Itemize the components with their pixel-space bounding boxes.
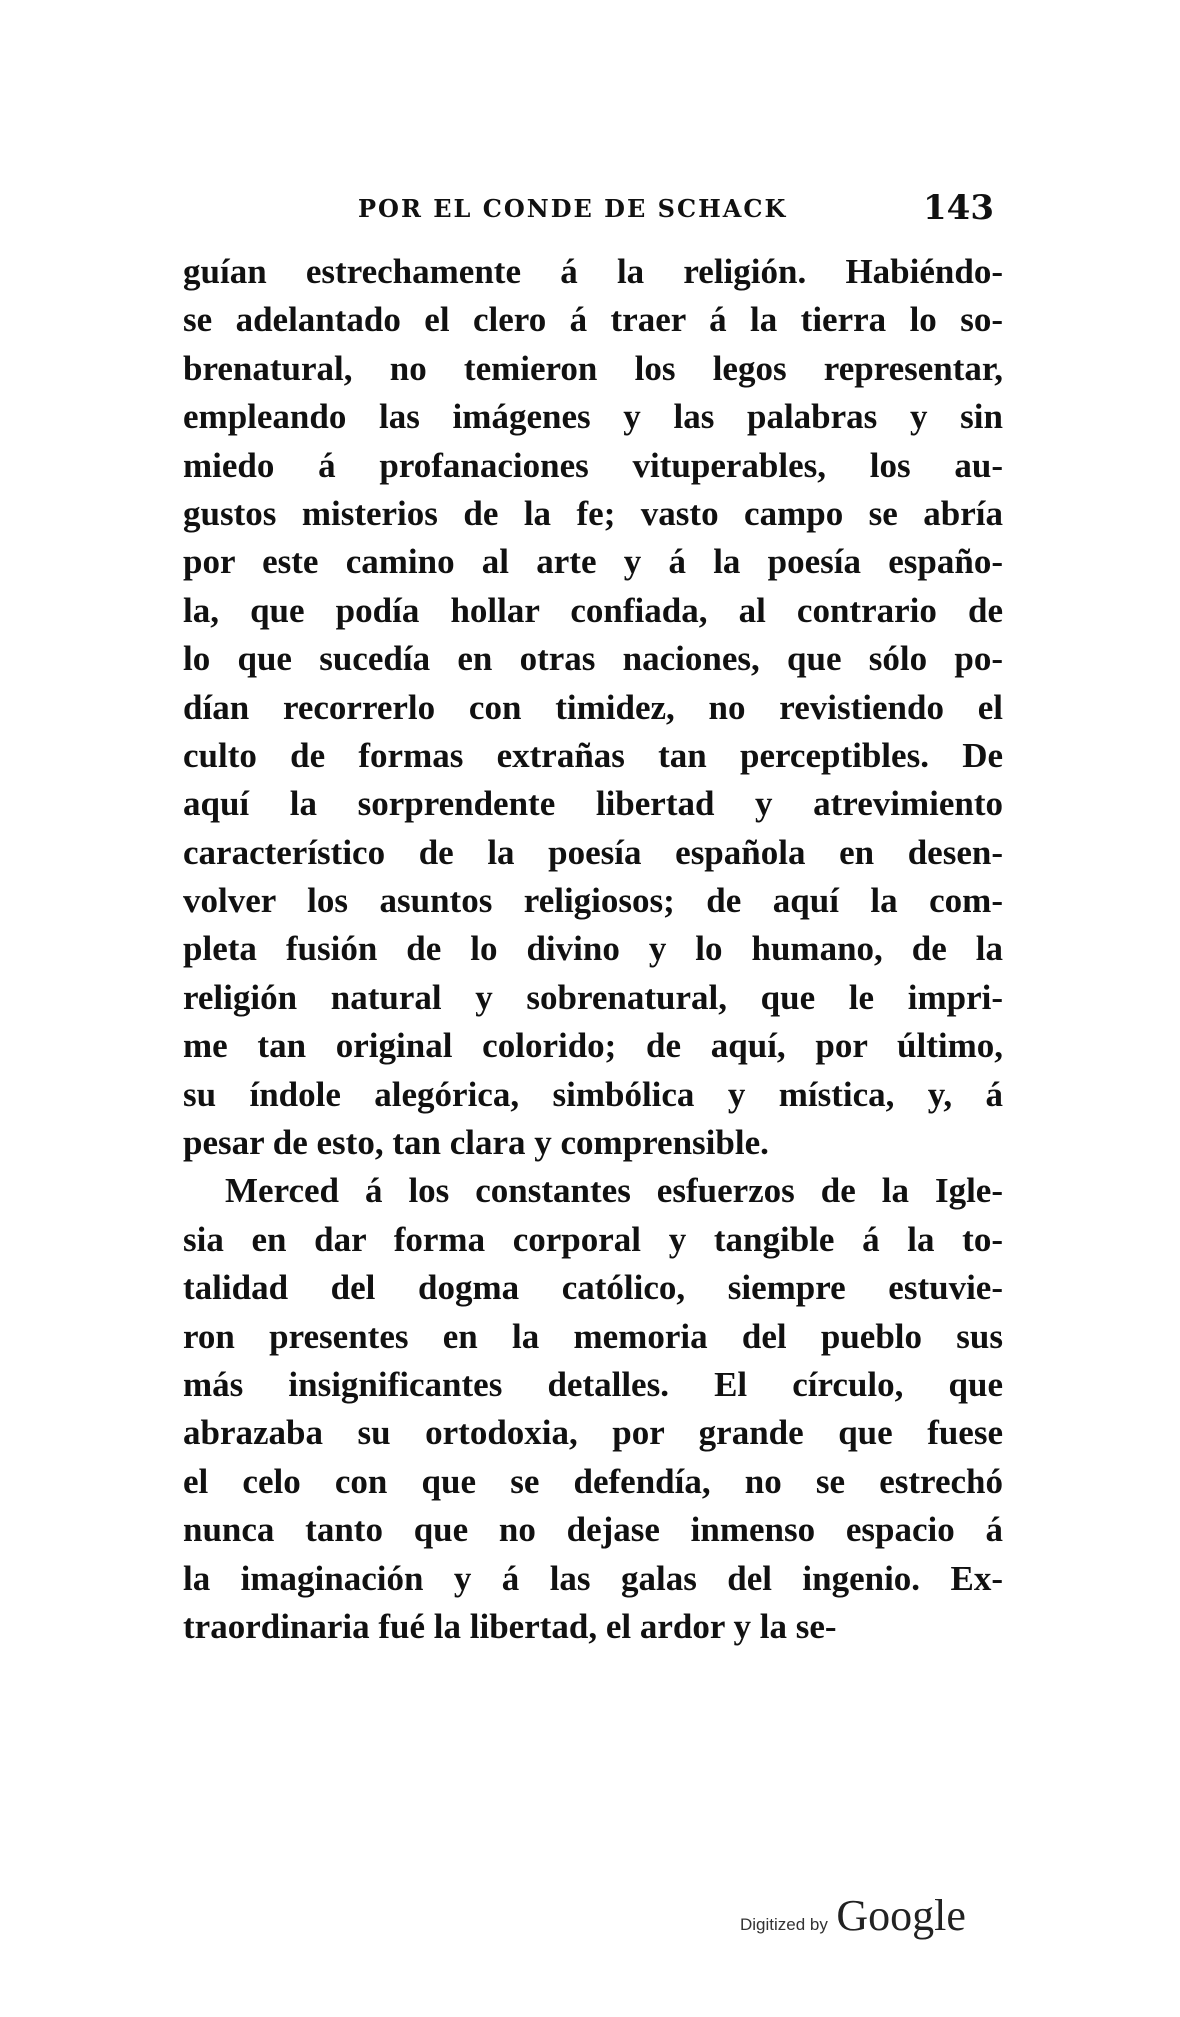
- page-number: 143: [923, 188, 994, 228]
- text-line: pesar de esto, tan clara y comprensible.: [183, 1123, 769, 1163]
- text-line: me tan original colorido; de aquí, por último,: [183, 1026, 1003, 1066]
- text-line: dían recorrerlo con timidez, no revistiendo el: [183, 687, 1003, 727]
- text-line: aquí la sorprendente libertad y atrevimiento: [183, 784, 1003, 824]
- running-head: POR EL CONDE DE SCHACK: [358, 194, 788, 223]
- text-line: talidad del dogma católico, siempre estuvie-: [183, 1268, 1003, 1308]
- text-line: guían estrechamente á la religión. Habiéndo-: [183, 252, 1003, 291]
- text-line: la, que podía hollar confiada, al contrario de: [183, 590, 1003, 630]
- text-line: más insignificantes detalles. El círculo, que: [183, 1364, 1003, 1404]
- text-line: sia en dar forma corporal y tangible á la to-: [183, 1219, 1003, 1259]
- text-line: nunca tanto que no dejase inmenso espacio á: [183, 1510, 1003, 1550]
- text-line: Merced á los constantes esfuerzos de la Igle-: [225, 1171, 1003, 1211]
- text-line: abrazaba su ortodoxia, por grande que fuese: [183, 1413, 1003, 1453]
- text-line: pleta fusión de lo divino y lo humano, de la: [183, 929, 1003, 969]
- text-line: la imaginación y á las galas del ingenio. Ex-: [183, 1558, 1003, 1598]
- google-logo: Google: [836, 1891, 966, 1940]
- digitized-by-google-watermark: [740, 1890, 966, 1950]
- text-line: el celo con que se defendía, no se estrechó: [183, 1461, 1003, 1501]
- digitized-label: Digitized by: [740, 1915, 828, 1934]
- text-line: miedo á profanaciones vituperables, los au-: [183, 445, 1003, 485]
- text-line: ron presentes en la memoria del pueblo sus: [183, 1316, 1003, 1356]
- paragraph-1: [183, 248, 1003, 1167]
- text-line: empleando las imágenes y las palabras y sin: [183, 397, 1003, 437]
- text-line: volver los asuntos religiosos; de aquí la com-: [183, 881, 1003, 921]
- text-line: lo que sucedía en otras naciones, que sólo po-: [183, 639, 1003, 679]
- text-line: se adelantado el clero á traer á la tierra lo so-: [183, 300, 1003, 340]
- text-line: característico de la poesía española en desen-: [183, 832, 1003, 872]
- text-line: por este camino al arte y á la poesía españo-: [183, 542, 1003, 582]
- text-line: traordinaria fué la libertad, el ardor y la se-: [183, 1606, 837, 1646]
- text-line: culto de formas extrañas tan perceptibles. De: [183, 735, 1003, 775]
- text-line: brenatural, no temieron los legos representar,: [183, 348, 1003, 388]
- text-line: gustos misterios de la fe; vasto campo se abría: [183, 493, 1003, 533]
- body-text: [183, 248, 1003, 1651]
- paragraph-2: [183, 1167, 1003, 1651]
- text-line: su índole alegórica, simbólica y mística, y, á: [183, 1074, 1003, 1114]
- text-line: religión natural y sobrenatural, que le impri-: [183, 977, 1003, 1017]
- page-header: [183, 188, 1003, 238]
